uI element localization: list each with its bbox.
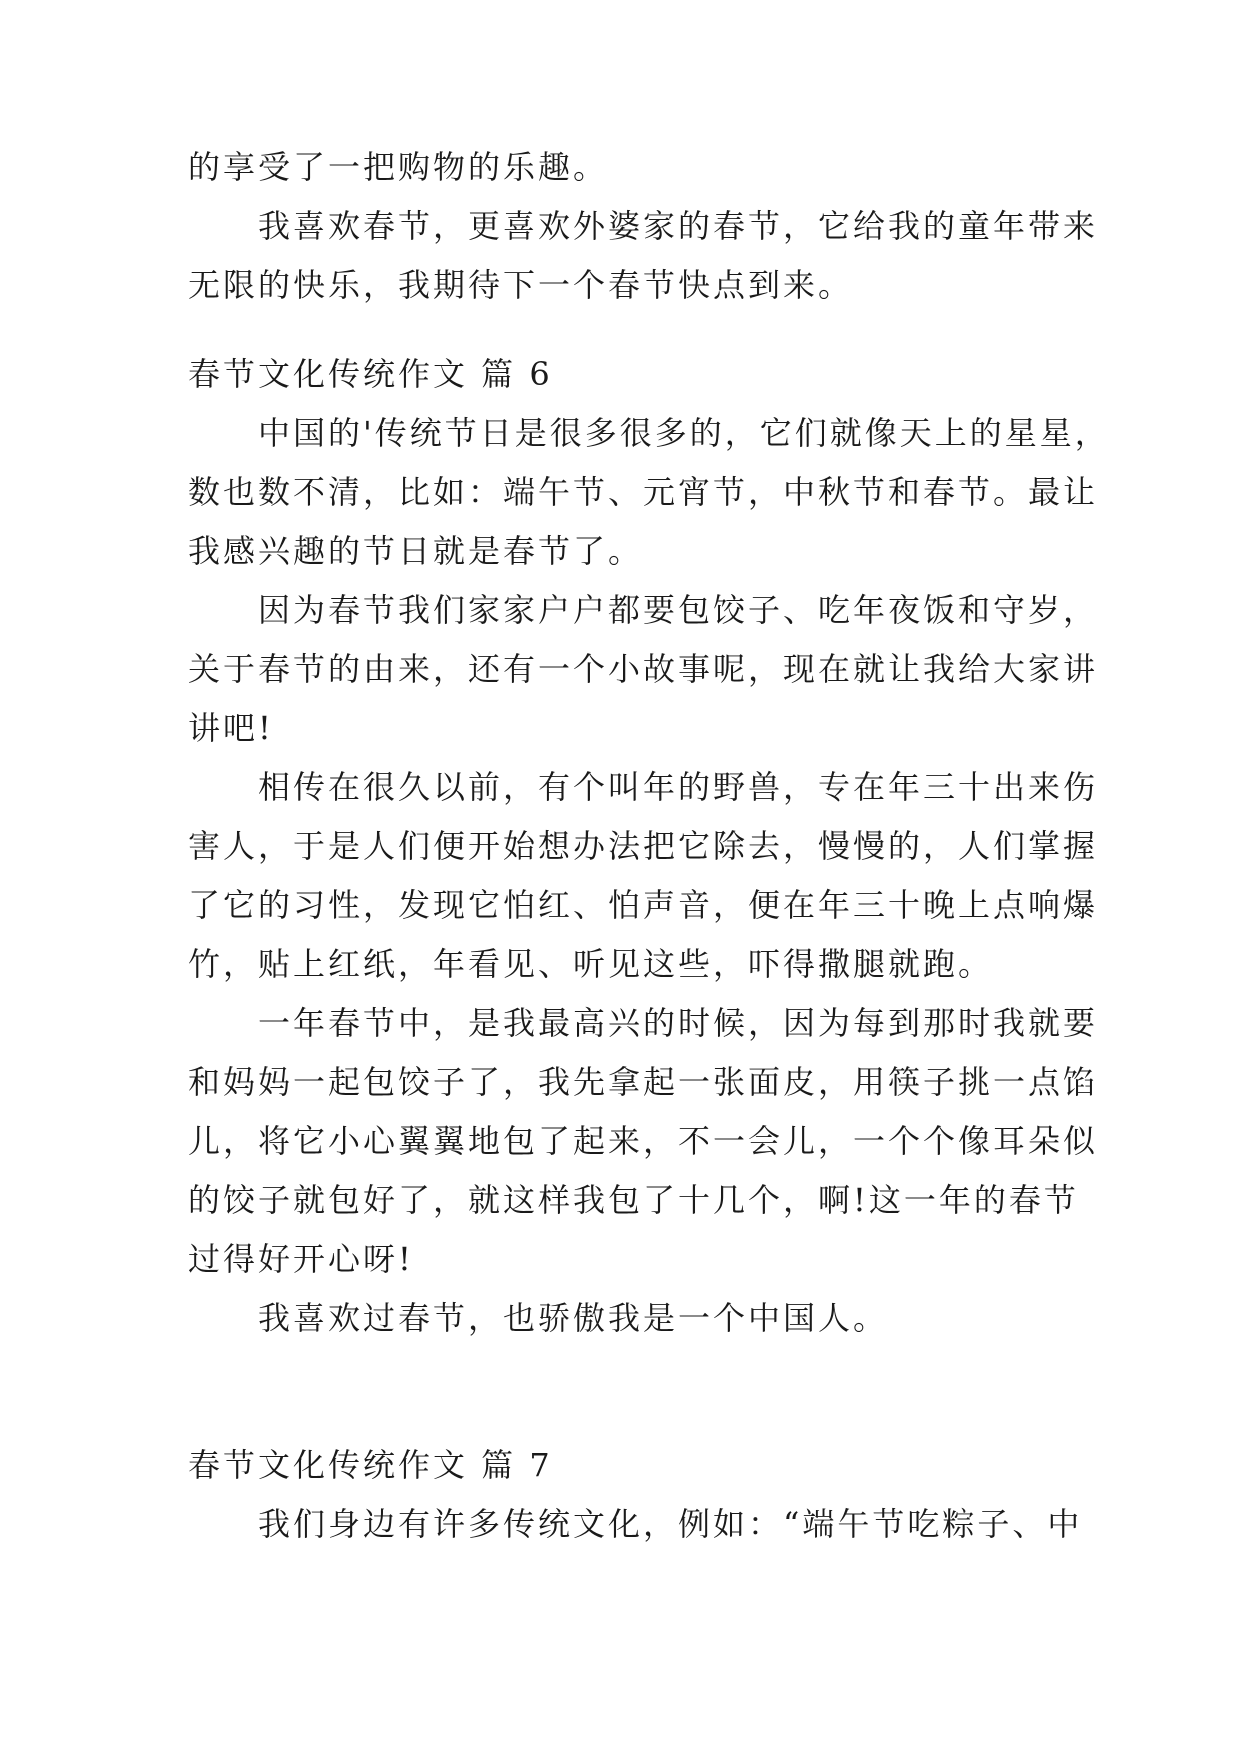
paragraph-line: 的享受了一把购物的乐趣。 — [188, 148, 609, 186]
section-title: 春节文化传统作文 篇 7 — [188, 1446, 553, 1484]
section-heading-6 — [188, 345, 1058, 404]
paragraph-line: 我喜欢春节，更喜欢外婆家的春节，它给我的童年带来 — [258, 207, 1099, 245]
section-title: 春节文化传统作文 篇 6 — [188, 355, 553, 393]
section-body-6 — [188, 404, 1110, 1348]
previous-essay-ending — [188, 138, 1099, 315]
paragraph-line: 中国的'传统节日是很多很多的，它们就像天上的星星， — [258, 414, 1110, 452]
paragraph-line: 害人，于是人们便开始想办法把它除去，慢慢的，人们掌握 — [188, 827, 1099, 865]
paragraph-line: 数也数不清，比如：端午节、元宵节，中秋节和春节。最让 — [188, 473, 1099, 511]
paragraph-line: 相传在很久以前，有个叫年的野兽，专在年三十出来伤 — [258, 768, 1099, 806]
paragraph-line: 关于春节的由来，还有一个小故事呢，现在就让我给大家讲 — [188, 650, 1099, 688]
paragraph-line: 竹，贴上红纸，年看见、听见这些，吓得撒腿就跑。 — [188, 945, 994, 983]
paragraph-line: 过得好开心呀! — [188, 1240, 414, 1278]
paragraph-line: 我们身边有许多传统文化，例如：“端午节吃粽子、中 — [258, 1505, 1083, 1543]
section-body-7 — [188, 1495, 1083, 1554]
paragraph-line: 了它的习性，发现它怕红、怕声音，便在年三十晚上点响爆 — [188, 886, 1099, 924]
section-heading-7 — [188, 1436, 1058, 1495]
paragraph-line: 讲吧! — [188, 709, 274, 747]
paragraph-line: 我喜欢过春节，也骄傲我是一个中国人。 — [258, 1299, 889, 1337]
paragraph-line: 因为春节我们家家户户都要包饺子、吃年夜饭和守岁， — [258, 591, 1099, 629]
paragraph-line: 的饺子就包好了，就这样我包了十几个，啊!这一年的春节 — [188, 1181, 1079, 1219]
paragraph-line: 无限的快乐，我期待下一个春节快点到来。 — [188, 266, 854, 304]
paragraph-line: 我感兴趣的节日就是春节了。 — [188, 532, 644, 570]
paragraph-line: 一年春节中，是我最高兴的时候，因为每到那时我就要 — [258, 1004, 1099, 1042]
paragraph-line: 儿，将它小心翼翼地包了起来，不一会儿，一个个像耳朵似 — [188, 1122, 1099, 1160]
paragraph-line: 和妈妈一起包饺子了，我先拿起一张面皮，用筷子挑一点馅 — [188, 1063, 1099, 1101]
